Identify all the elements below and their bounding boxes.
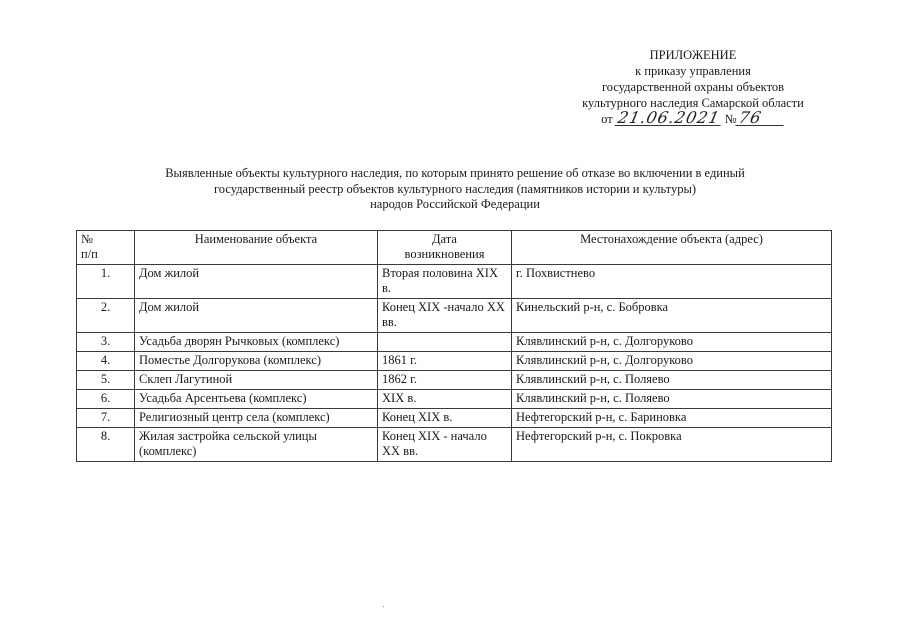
cell-name: Дом жилой — [135, 299, 378, 333]
handwritten-date: 21.06.2021 — [616, 108, 722, 127]
appendix-header — [528, 47, 858, 127]
appendix-line-2: государственной охраны объектов — [601, 80, 785, 94]
cell-address: Клявлинский р-н, с. Поляево — [512, 390, 832, 409]
cell-name: Усадьба дворян Рычковых (комплекс) — [135, 333, 378, 352]
handwritten-number: 76 — [735, 111, 787, 126]
date-prefix: от — [601, 112, 613, 126]
cell-date: Конец XIX - начало XX вв. — [378, 428, 512, 462]
cell-date — [378, 333, 512, 352]
appendix-line-3: культурного наследия Самарской области — [582, 96, 804, 110]
cell-date: 1861 г. — [378, 352, 512, 371]
cell-address: г. Похвистнево — [512, 265, 832, 299]
title-line-1: Выявленные объекты культурного наследия, по которым принято решение об отказе во включении в единый — [165, 166, 745, 180]
cell-address: Нефтегорский р-н, с. Бариновка — [512, 409, 832, 428]
cell-date: Конец XIX в. — [378, 409, 512, 428]
table-row — [77, 371, 832, 390]
header-date-line-2: возникновения — [404, 247, 485, 261]
cell-date: Вторая половина XIX в. — [378, 265, 512, 299]
cell-number: 1. — [77, 265, 135, 299]
table-header-row — [77, 231, 832, 265]
cell-name: Поместье Долгорукова (комплекс) — [135, 352, 378, 371]
header-address: Местонахождение объекта (адрес) — [512, 231, 832, 265]
table-row — [77, 390, 832, 409]
title-line-3: народов Российской Федерации — [370, 197, 540, 211]
table-row — [77, 299, 832, 333]
cell-number: 5. — [77, 371, 135, 390]
header-number-line-1: № — [81, 232, 93, 246]
cell-address: Клявлинский р-н, с. Поляево — [512, 371, 832, 390]
cell-name: Религиозный центр села (комплекс) — [135, 409, 378, 428]
cell-address: Клявлинский р-н, с. Долгоруково — [512, 333, 832, 352]
cell-address: Нефтегорский р-н, с. Покровка — [512, 428, 832, 462]
appendix-heading: ПРИЛОЖЕНИЕ — [649, 48, 737, 62]
objects-table — [76, 230, 832, 462]
cell-number: 3. — [77, 333, 135, 352]
header-number-line-2: п/п — [81, 247, 98, 261]
document-title — [60, 166, 850, 213]
table-row — [77, 333, 832, 352]
header-number — [77, 231, 135, 265]
appendix-line-1: к приказу управления — [635, 64, 751, 78]
cell-number: 2. — [77, 299, 135, 333]
table-row — [77, 428, 832, 462]
cell-number: 8. — [77, 428, 135, 462]
appendix-date-line — [528, 108, 858, 127]
cell-name: Дом жилой — [135, 265, 378, 299]
number-prefix: № — [724, 112, 737, 126]
table-row — [77, 352, 832, 371]
cell-name: Жилая застройка сельской улицы (комплекс) — [135, 428, 378, 462]
header-date — [378, 231, 512, 265]
cell-name: Склеп Лагутиной — [135, 371, 378, 390]
cell-number: 4. — [77, 352, 135, 371]
cell-address: Клявлинский р-н, с. Долгоруково — [512, 352, 832, 371]
cell-date: Конец XIX -начало XX вв. — [378, 299, 512, 333]
scan-speck — [383, 606, 384, 607]
cell-number: 6. — [77, 390, 135, 409]
header-date-line-1: Дата — [432, 232, 457, 246]
cell-date: XIX в. — [378, 390, 512, 409]
header-name: Наименование объекта — [135, 231, 378, 265]
cell-address: Кинельский р-н, с. Бобровка — [512, 299, 832, 333]
cell-number: 7. — [77, 409, 135, 428]
table-row — [77, 409, 832, 428]
cell-date: 1862 г. — [378, 371, 512, 390]
cell-name: Усадьба Арсентьева (комплекс) — [135, 390, 378, 409]
title-line-2: государственный реестр объектов культурного наследия (памятников истории и культуры) — [213, 181, 697, 196]
table-row — [77, 265, 832, 299]
